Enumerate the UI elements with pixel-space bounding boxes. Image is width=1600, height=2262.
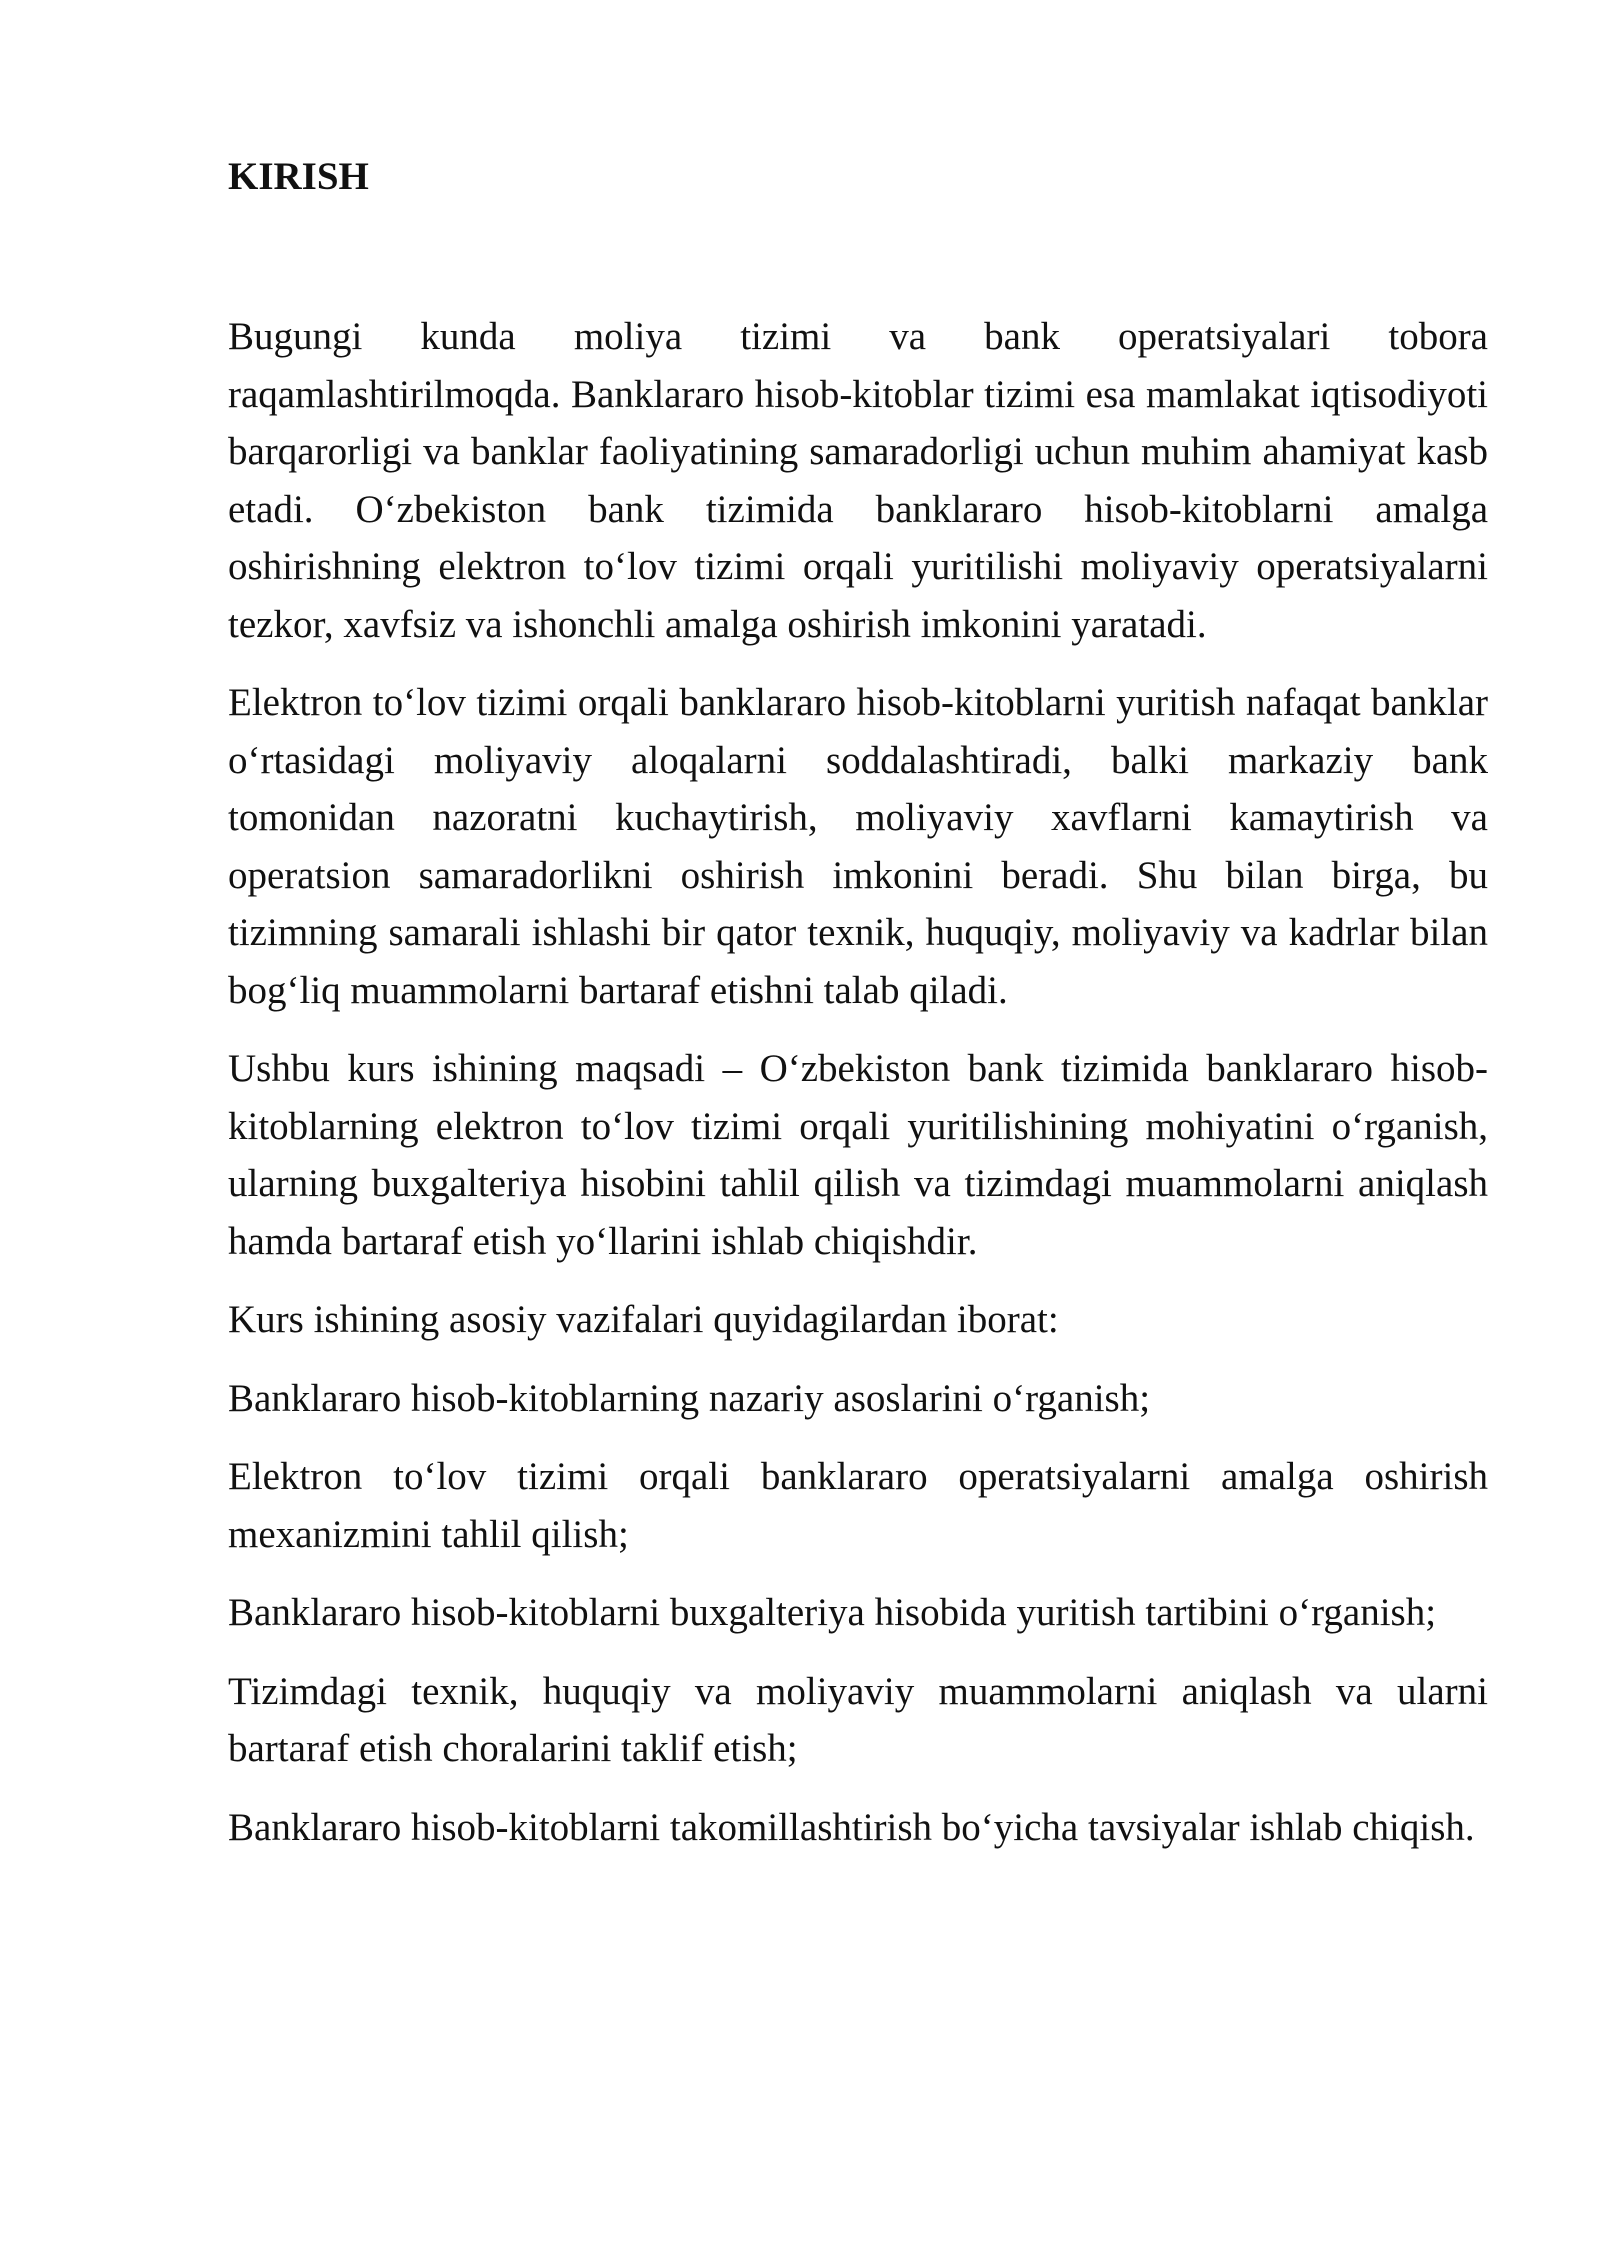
intro-paragraph-2: Elektron to‘lov tizimi orqali banklararo hisob-kitoblarni yuritish nafaqat banklar o‘rtasidagi moliyaviy aloqalarni soddalashtiradi, balki markaziy bank tomonidan nazoratni kuchaytirish, moliyaviy xavflarni kamaytirish va operatsion samaradorlikni oshirish imkonini beradi. Shu bilan birga, bu tizimning samarali ishlashi bir qator texnik, huquqiy, moliyaviy va kadrlar bilan bog‘liq muammolarni bartaraf etishni talab qiladi. (228, 681, 1488, 1012)
body-text (228, 308, 1488, 1877)
task-item-1: Banklararo hisob-kitoblarning nazariy asoslarini o‘rganish; (228, 1376, 1151, 1420)
tasks-intro-paragraph: Kurs ishining asosiy vazifalari quyidagilardan iborat: (228, 1298, 1059, 1341)
intro-paragraph-1: Bugungi kunda moliya tizimi va bank operatsiyalari tobora raqamlashtirilmoqda. Banklararo hisob-kitoblar tizimi esa mamlakat iqtisodiyoti barqarorligi va banklar faoliyatining samaradorligi uchun muhim ahamiyat kasb etadi. O‘zbekiston bank tizimida banklararo hisob-kitoblarni amalga oshirishning elektron to‘lov tizimi orqali yuritilishi moliyaviy operatsiyalarni tezkor, xavfsiz va ishonchli amalga oshirish imkonini yaratadi. (228, 315, 1488, 646)
section-heading: KIRISH (228, 155, 369, 198)
task-item-3: Banklararo hisob-kitoblarni buxgalteriya hisobida yuritish tartibini o‘rganish; (228, 1591, 1437, 1634)
purpose-paragraph: Ushbu kurs ishining maqsadi – O‘zbekiston bank tizimida banklararo hisob-kitoblarning elektron to‘lov tizimi orqali yuritilishining mohiyatini o‘rganish, ularning buxgalteriya hisobini tahlil qilish va tizimdagi muammolarni aniqlash hamda bartaraf etish yo‘llarini ishlab chiqishdir. (228, 1047, 1488, 1263)
task-item-2: Elektron to‘lov tizimi orqali banklararo operatsiyalarni amalga oshirish mexanizmini tahlil qilish; (228, 1455, 1488, 1556)
document-page (228, 0, 1488, 2262)
task-item-4: Tizimdagi texnik, huquqiy va moliyaviy muammolarni aniqlash va ularni bartaraf etish choralarini taklif etish; (228, 1669, 1488, 1770)
task-item-5: Banklararo hisob-kitoblarni takomillashtirish bo‘yicha tavsiyalar ishlab chiqish. (228, 1805, 1475, 1849)
